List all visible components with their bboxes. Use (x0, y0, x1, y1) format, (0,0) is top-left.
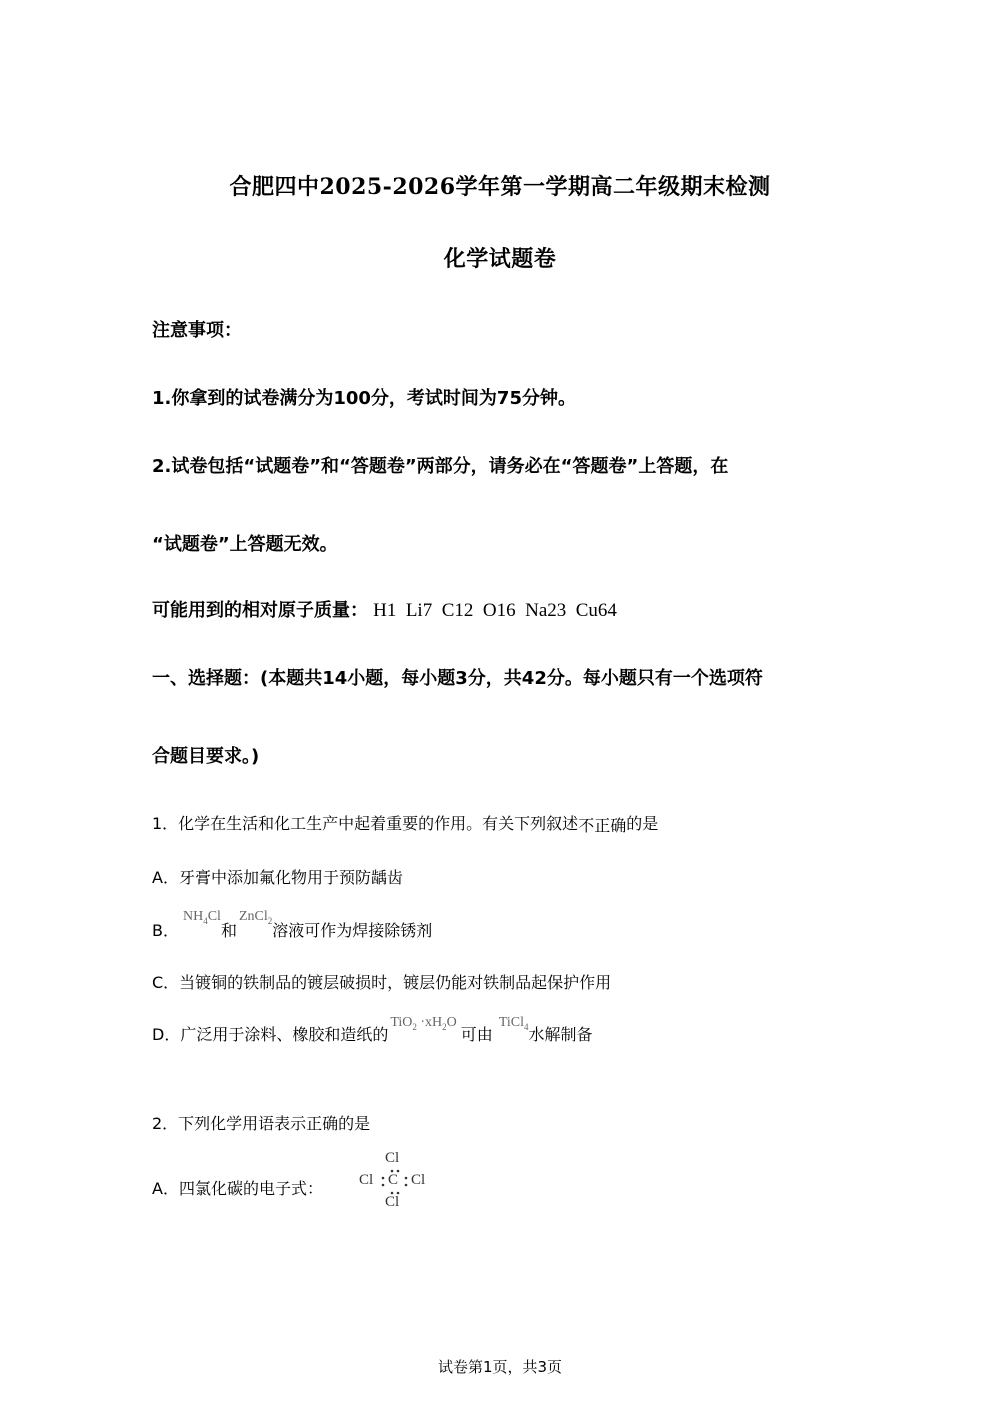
notice-item-2-line-2: “试题卷”上答题无效。 (152, 534, 338, 555)
question-1-stem (152, 811, 658, 834)
atomic-mass-values: H1 Li7 C12 O16 Na23 Cu64 (373, 600, 617, 621)
question-2-stem: 2．下列化学用语表示正确的是 (152, 1114, 371, 1133)
formula-nh4cl: $NH_4Cl$ (182, 909, 221, 926)
notice-item-1: 1.你拿到的试卷满分为100分，考试时间为75分钟。 (152, 388, 576, 409)
ccl4-electron-formula (355, 1150, 435, 1214)
notice-item-2-line-1: 2.试卷包括“试题卷”和“答题卷”两部分，请务必在“答题卷”上答题，在 (152, 456, 729, 477)
notice-heading: 注意事项： (152, 320, 242, 341)
atomic-mass-label: 可能用到的相对原子质量： (152, 600, 368, 621)
question-1-stem-suffix: 的是 (626, 814, 659, 833)
option-b-suffix: 溶液可作为焊接除锈剂 (272, 921, 433, 940)
question-2-option-a: A．四氯化碳的电子式： (152, 1179, 323, 1198)
lewis-electron-dots (355, 1150, 435, 1214)
lewis-cl-left: Cl (359, 1172, 374, 1188)
exam-title: 合肥四中2025-2026学年第一学期高二年级期末检测 (229, 174, 771, 200)
lewis-c-center: C (388, 1172, 399, 1188)
formula-ticl4: TiCl$_4$ (498, 1015, 529, 1032)
lewis-cl-top: Cl (385, 1150, 400, 1166)
question-1-stem-emphasis: 不正确 (578, 816, 627, 835)
option-d-mid: 可由 (460, 1025, 493, 1044)
page-footer: 试卷第1页，共3页 (437, 1358, 563, 1376)
option-b-label: B． (152, 921, 179, 940)
atomic-mass-line (152, 596, 617, 622)
question-1-option-a: A．牙膏中添加氟化物用于预防龋齿 (152, 868, 403, 887)
lewis-cl-right: Cl (411, 1172, 426, 1188)
option-d-prefix: D．广泛用于涂料、橡胶和造纸的 (152, 1025, 389, 1044)
question-1-option-b (152, 909, 433, 942)
exam-subtitle: 化学试题卷 (443, 246, 557, 272)
question-1-option-c: C．当镀铜的铁制品的镀层破损时，镀层仍能对铁制品起保护作用 (152, 973, 612, 992)
question-1-stem-prefix: 1．化学在生活和化工生产中起着重要的作用。有关下列叙述 (152, 814, 579, 833)
section-1-heading-line-1: 一、选择题：(本题共14小题，每小题3分，共42分。每小题只有一个选项符 (152, 668, 763, 689)
lewis-cl-bottom: Cl (385, 1194, 400, 1210)
section-1-heading-line-2: 合题目要求。) (152, 746, 260, 767)
formula-zncl2: ZnCl$_2$ (238, 909, 273, 926)
formula-tio2-xh2o: $TiO_2 \cdot xH_2O$ (390, 1015, 457, 1032)
option-d-suffix: 水解制备 (528, 1025, 593, 1044)
option-b-and: 和 (220, 921, 237, 940)
question-1-option-d (152, 1015, 593, 1046)
